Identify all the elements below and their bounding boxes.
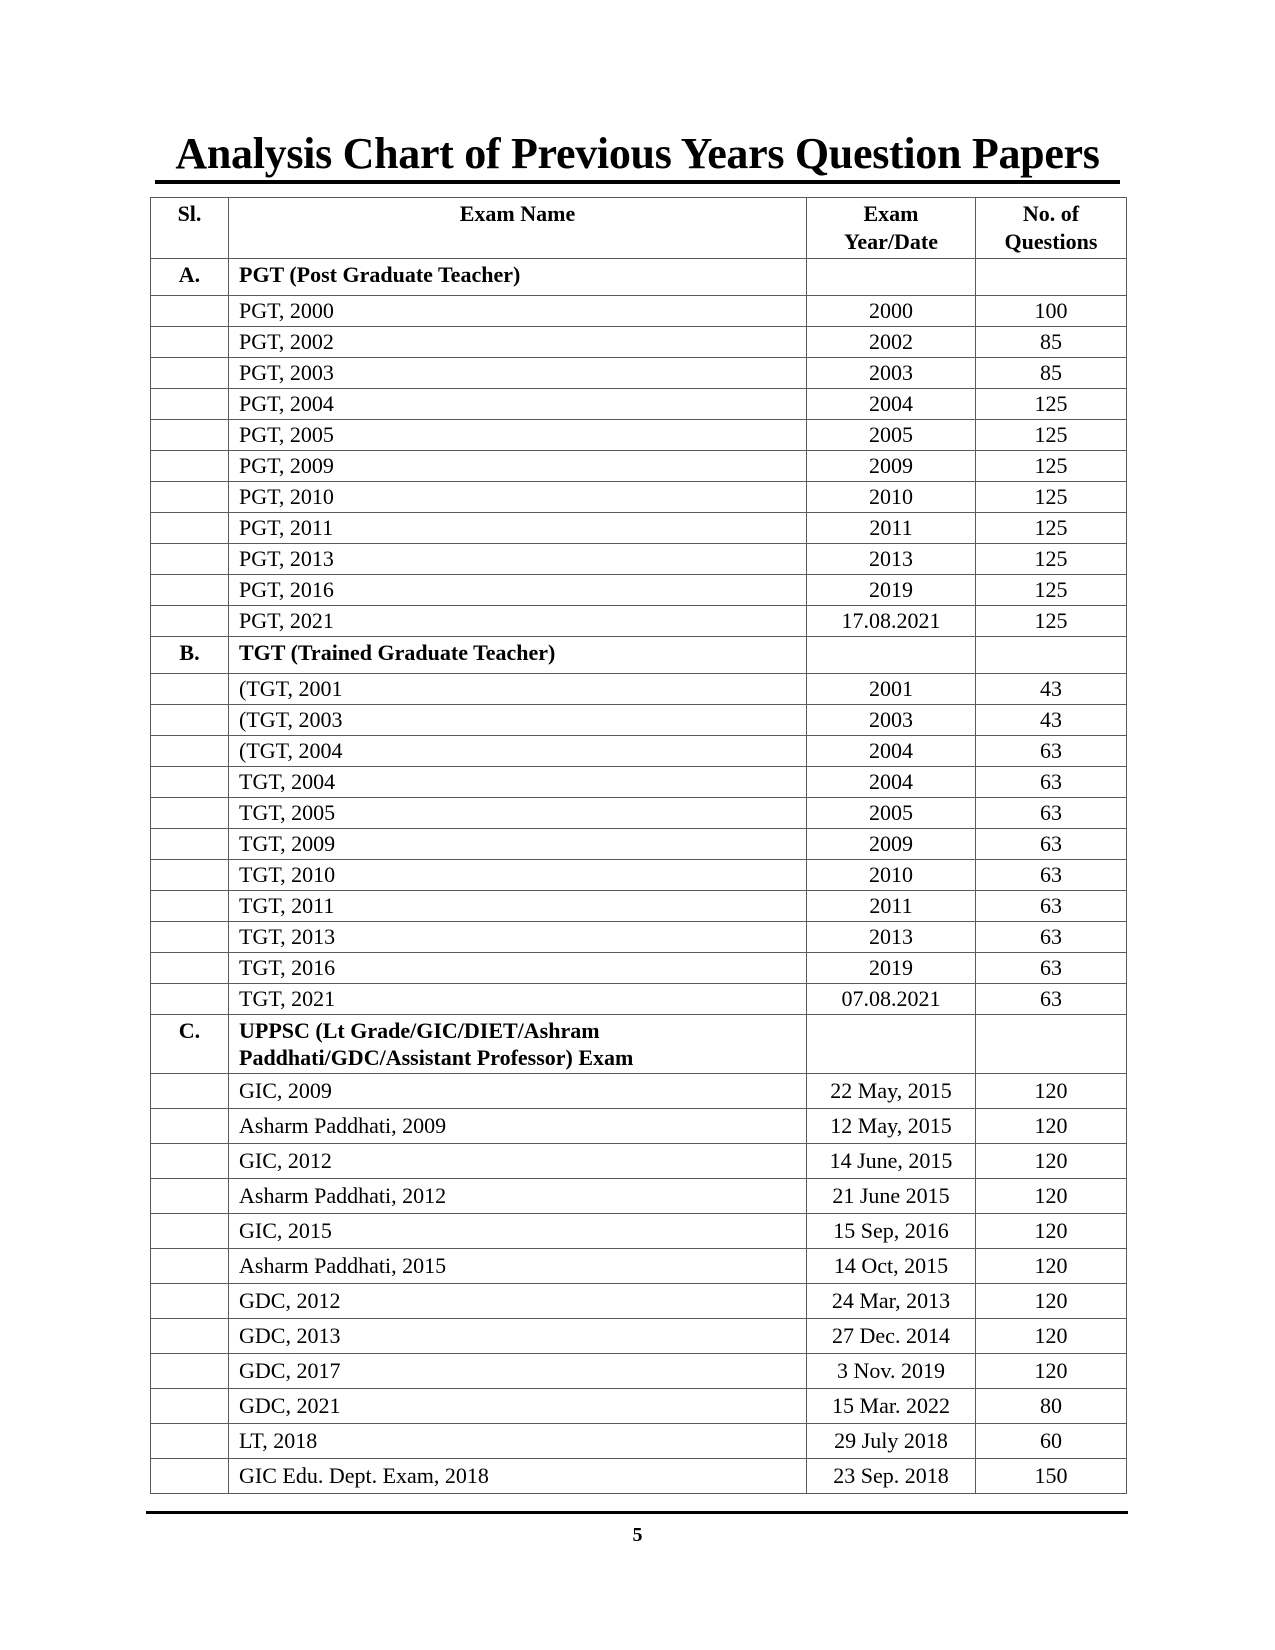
question-count: 125 [976, 451, 1127, 482]
question-count: 60 [976, 1424, 1127, 1459]
header-exam-name: Exam Name [229, 198, 807, 259]
table-row [151, 1074, 1127, 1109]
exam-date: 2019 [807, 953, 976, 984]
table-row [151, 984, 1127, 1015]
exam-name: TGT, 2013 [229, 922, 807, 953]
exam-name: TGT, 2016 [229, 953, 807, 984]
section-row-uppsc [151, 1015, 1127, 1074]
exam-name: TGT, 2010 [229, 860, 807, 891]
exam-date: 2003 [807, 358, 976, 389]
table-row [151, 327, 1127, 358]
page-title: Analysis Chart of Previous Years Question Papers [155, 128, 1120, 184]
header-exam-date [807, 198, 976, 259]
exam-date: 15 Mar. 2022 [807, 1389, 976, 1424]
question-count: 63 [976, 953, 1127, 984]
exam-date: 2004 [807, 389, 976, 420]
exam-date: 2001 [807, 674, 976, 705]
exam-name: PGT, 2010 [229, 482, 807, 513]
header-no-of-questions [976, 198, 1127, 259]
exam-name: GIC Edu. Dept. Exam, 2018 [229, 1459, 807, 1494]
exam-date: 14 June, 2015 [807, 1144, 976, 1179]
section-title-line1: UPPSC (Lt Grade/GIC/DIET/Ashram [239, 1018, 600, 1043]
exam-date: 2005 [807, 420, 976, 451]
table-row [151, 1179, 1127, 1214]
exam-date: 2010 [807, 860, 976, 891]
section-title-line2: Paddhati/GDC/Assistant Professor) Exam [239, 1045, 634, 1070]
exam-date: 29 July 2018 [807, 1424, 976, 1459]
question-count: 120 [976, 1144, 1127, 1179]
table-row [151, 767, 1127, 798]
exam-name: TGT, 2021 [229, 984, 807, 1015]
question-count: 63 [976, 891, 1127, 922]
exam-name: (TGT, 2003 [229, 705, 807, 736]
table-row [151, 420, 1127, 451]
section-title [229, 1015, 807, 1074]
exam-name: TGT, 2005 [229, 798, 807, 829]
exam-date: 2011 [807, 891, 976, 922]
table-row [151, 544, 1127, 575]
table-row [151, 1459, 1127, 1494]
section-title: PGT (Post Graduate Teacher) [229, 259, 807, 296]
question-count: 43 [976, 705, 1127, 736]
exam-date: 2000 [807, 296, 976, 327]
section-row-pgt [151, 259, 1127, 296]
table-row [151, 829, 1127, 860]
exam-date: 2009 [807, 829, 976, 860]
exam-date: 2013 [807, 544, 976, 575]
header-date-line2: Year/Date [843, 229, 939, 254]
exam-name: TGT, 2011 [229, 891, 807, 922]
table-row [151, 891, 1127, 922]
exam-date: 17.08.2021 [807, 606, 976, 637]
exam-date: 07.08.2021 [807, 984, 976, 1015]
table-row [151, 1284, 1127, 1319]
question-count: 125 [976, 482, 1127, 513]
exam-date: 2004 [807, 736, 976, 767]
table-row [151, 389, 1127, 420]
exam-date: 2004 [807, 767, 976, 798]
exam-date: 2013 [807, 922, 976, 953]
question-count: 125 [976, 575, 1127, 606]
exam-name: Asharm Paddhati, 2009 [229, 1109, 807, 1144]
exam-date: 3 Nov. 2019 [807, 1354, 976, 1389]
exam-name: GDC, 2021 [229, 1389, 807, 1424]
table-row [151, 953, 1127, 984]
exam-name: PGT, 2004 [229, 389, 807, 420]
exam-name: PGT, 2021 [229, 606, 807, 637]
question-count: 63 [976, 922, 1127, 953]
exam-name: PGT, 2016 [229, 575, 807, 606]
header-sl: Sl. [151, 198, 229, 259]
exam-name: GDC, 2012 [229, 1284, 807, 1319]
exam-name: LT, 2018 [229, 1424, 807, 1459]
section-sl: B. [151, 637, 229, 674]
exam-name: PGT, 2000 [229, 296, 807, 327]
exam-name: GIC, 2015 [229, 1214, 807, 1249]
question-count: 150 [976, 1459, 1127, 1494]
exam-name: GIC, 2009 [229, 1074, 807, 1109]
exam-date: 2005 [807, 798, 976, 829]
question-count: 43 [976, 674, 1127, 705]
table-row [151, 922, 1127, 953]
question-count: 125 [976, 389, 1127, 420]
exam-date: 2003 [807, 705, 976, 736]
question-count: 63 [976, 736, 1127, 767]
table-row [151, 1319, 1127, 1354]
exam-date: 2010 [807, 482, 976, 513]
table-row [151, 606, 1127, 637]
table-row [151, 482, 1127, 513]
question-count: 63 [976, 767, 1127, 798]
exam-date: 14 Oct, 2015 [807, 1249, 976, 1284]
question-count: 63 [976, 829, 1127, 860]
question-count: 85 [976, 358, 1127, 389]
exam-date: 2009 [807, 451, 976, 482]
exam-date: 23 Sep. 2018 [807, 1459, 976, 1494]
header-qty-line2: Questions [1004, 229, 1098, 254]
exam-date: 24 Mar, 2013 [807, 1284, 976, 1319]
exam-name: PGT, 2005 [229, 420, 807, 451]
exam-name: PGT, 2011 [229, 513, 807, 544]
analysis-table [150, 197, 1127, 1494]
table-row [151, 736, 1127, 767]
table-header-row [151, 198, 1127, 259]
question-count: 120 [976, 1109, 1127, 1144]
exam-date: 15 Sep, 2016 [807, 1214, 976, 1249]
table-row [151, 296, 1127, 327]
exam-name: (TGT, 2004 [229, 736, 807, 767]
exam-name: GDC, 2013 [229, 1319, 807, 1354]
question-count: 120 [976, 1319, 1127, 1354]
exam-name: PGT, 2009 [229, 451, 807, 482]
exam-date: 2011 [807, 513, 976, 544]
exam-name: PGT, 2013 [229, 544, 807, 575]
table-row [151, 860, 1127, 891]
table-row [151, 1424, 1127, 1459]
question-count: 125 [976, 513, 1127, 544]
exam-date: 12 May, 2015 [807, 1109, 976, 1144]
table-row [151, 1109, 1127, 1144]
question-count: 120 [976, 1214, 1127, 1249]
table-row [151, 1214, 1127, 1249]
exam-name: GIC, 2012 [229, 1144, 807, 1179]
exam-date: 21 June 2015 [807, 1179, 976, 1214]
exam-name: PGT, 2003 [229, 358, 807, 389]
table-row [151, 513, 1127, 544]
question-count: 120 [976, 1179, 1127, 1214]
page-number: 5 [632, 1524, 643, 1546]
question-count: 120 [976, 1249, 1127, 1284]
exam-date: 27 Dec. 2014 [807, 1319, 976, 1354]
exam-date: 2002 [807, 327, 976, 358]
table-row [151, 798, 1127, 829]
section-title: TGT (Trained Graduate Teacher) [229, 637, 807, 674]
table-row [151, 451, 1127, 482]
table-row [151, 705, 1127, 736]
question-count: 120 [976, 1074, 1127, 1109]
table-row [151, 575, 1127, 606]
table-row [151, 1144, 1127, 1179]
table-row [151, 1354, 1127, 1389]
question-count: 63 [976, 798, 1127, 829]
question-count: 85 [976, 327, 1127, 358]
section-sl: A. [151, 259, 229, 296]
table-row [151, 1249, 1127, 1284]
exam-date: 2019 [807, 575, 976, 606]
question-count: 63 [976, 860, 1127, 891]
footer-divider [146, 1511, 1128, 1514]
question-count: 125 [976, 606, 1127, 637]
question-count: 125 [976, 544, 1127, 575]
section-sl: C. [151, 1015, 229, 1074]
question-count: 100 [976, 296, 1127, 327]
exam-name: GDC, 2017 [229, 1354, 807, 1389]
question-count: 120 [976, 1354, 1127, 1389]
header-qty-line1: No. of [1022, 201, 1080, 226]
table-row [151, 674, 1127, 705]
section-row-tgt [151, 637, 1127, 674]
exam-name: PGT, 2002 [229, 327, 807, 358]
header-date-line1: Exam [863, 201, 919, 226]
exam-name: Asharm Paddhati, 2015 [229, 1249, 807, 1284]
question-count: 80 [976, 1389, 1127, 1424]
question-count: 120 [976, 1284, 1127, 1319]
exam-date: 22 May, 2015 [807, 1074, 976, 1109]
question-count: 63 [976, 984, 1127, 1015]
table-row [151, 358, 1127, 389]
exam-name: Asharm Paddhati, 2012 [229, 1179, 807, 1214]
table-row [151, 1389, 1127, 1424]
exam-name: TGT, 2009 [229, 829, 807, 860]
question-count: 125 [976, 420, 1127, 451]
exam-name: (TGT, 2001 [229, 674, 807, 705]
exam-name: TGT, 2004 [229, 767, 807, 798]
